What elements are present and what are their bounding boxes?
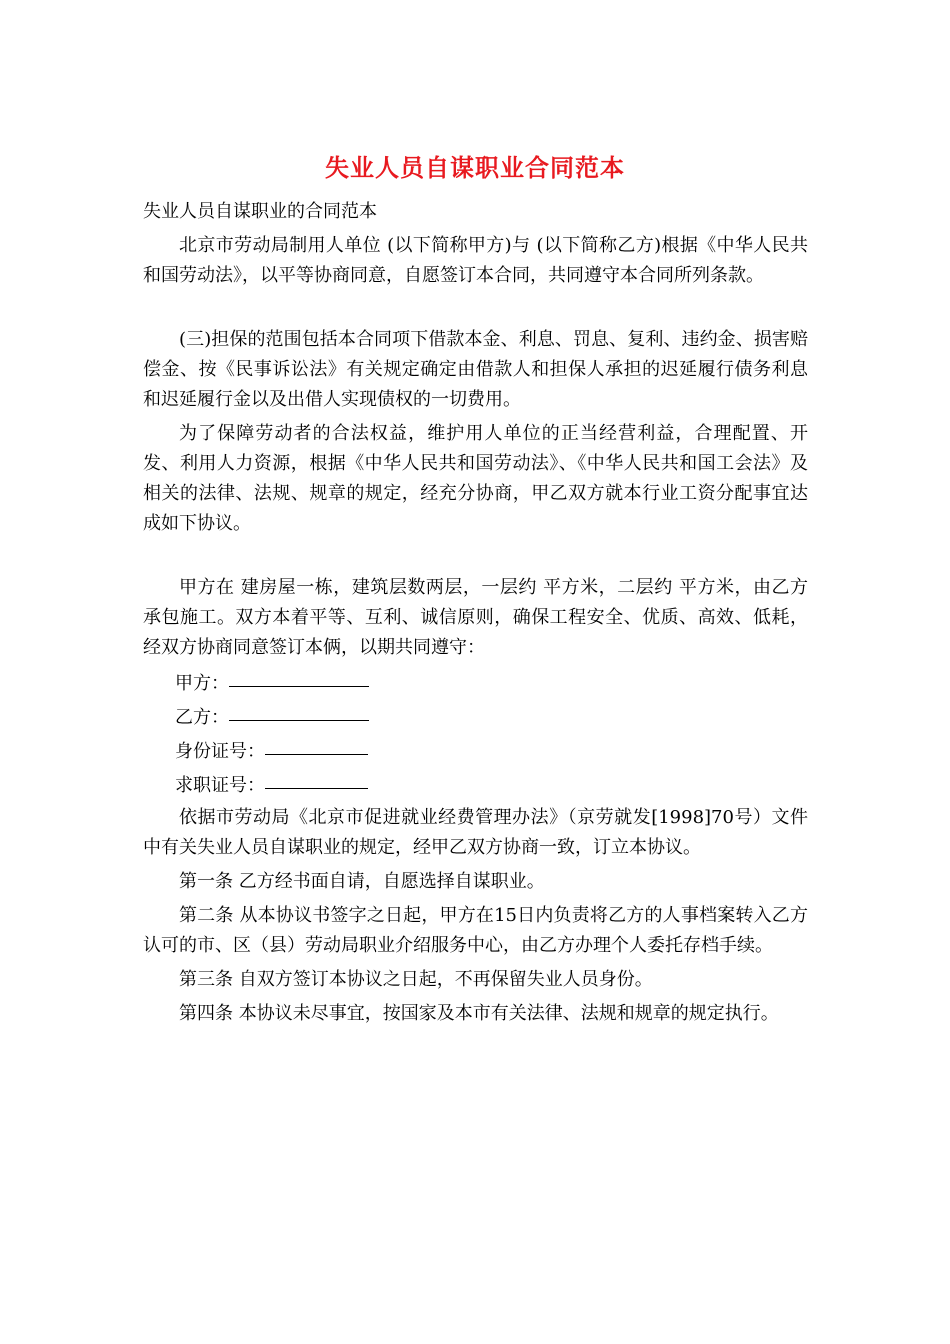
article-1: 第一条 乙方经书面自请，自愿选择自谋职业。 xyxy=(179,871,545,892)
paragraph-construction: 甲方在 建房屋一栋，建筑层数两层，一层约 平方米，二层约 平方米，由乙方承包施工。双方本着平等、互利、诚信原则，确保工程安全、优质、高效、低耗，经双方协商同意签订本俩，以期共同遵守： xyxy=(143,577,808,658)
field-party-a xyxy=(143,667,808,701)
document-body xyxy=(143,197,808,1033)
field-party-b-label: 乙方： xyxy=(175,707,229,728)
document-title: 失业人员自谋职业合同范本 xyxy=(325,153,625,182)
article-2: 第二条 从本协议书签字之日起，甲方在15日内负责将乙方的人事档案转入乙方认可的市、区（县）劳动局职业介绍服务中心，由乙方办理个人委托存档手续。 xyxy=(143,905,808,956)
field-party-a-label: 甲方： xyxy=(175,673,229,694)
field-party-a-blank[interactable] xyxy=(229,668,369,687)
paragraph-intro: 北京市劳动局制用人单位 (以下简称甲方)与 (以下简称乙方)根据《中华人民共和国劳动法》，以平等协商同意，自愿签订本合同，共同遵守本合同所列条款。 xyxy=(143,235,808,286)
field-job-number-label: 求职证号： xyxy=(175,775,265,796)
paragraph-basis: 依据市劳动局《北京市促进就业经费管理办法》（京劳就发[1998]70号）文件中有关失业人员自谋职业的规定，经甲乙双方协商一致，订立本协议。 xyxy=(143,807,808,858)
field-job-number-blank[interactable] xyxy=(265,770,368,789)
article-4: 第四条 本协议未尽事宜，按国家及本市有关法律、法规和规章的规定执行。 xyxy=(179,1003,779,1024)
document-subtitle: 失业人员自谋职业的合同范本 xyxy=(143,201,377,222)
field-job-number xyxy=(143,769,808,803)
field-id-number-blank[interactable] xyxy=(265,736,368,755)
paragraph-purpose: 为了保障劳动者的合法权益，维护用人单位的正当经营利益，合理配置、开发、利用人力资源，根据《中华人民共和国劳动法》、《中华人民共和国工会法》及相关的法律、法规、规章的规定，经充分协商，甲乙双方就本行业工资分配事宜达成如下协议。 xyxy=(143,423,808,534)
field-id-number-label: 身份证号： xyxy=(175,741,265,762)
article-3: 第三条 自双方签订本协议之日起，不再保留失业人员身份。 xyxy=(179,969,653,990)
field-id-number xyxy=(143,735,808,769)
field-party-b-blank[interactable] xyxy=(229,702,369,721)
paragraph-guarantee-scope: (三)担保的范围包括本合同项下借款本金、利息、罚息、复利、违约金、损害赔偿金、按《民事诉讼法》有关规定确定由借款人和担保人承担的迟延履行债务利息和迟延履行金以及出借人实现债权的一切费用。 xyxy=(143,329,808,410)
field-party-b xyxy=(143,701,808,735)
